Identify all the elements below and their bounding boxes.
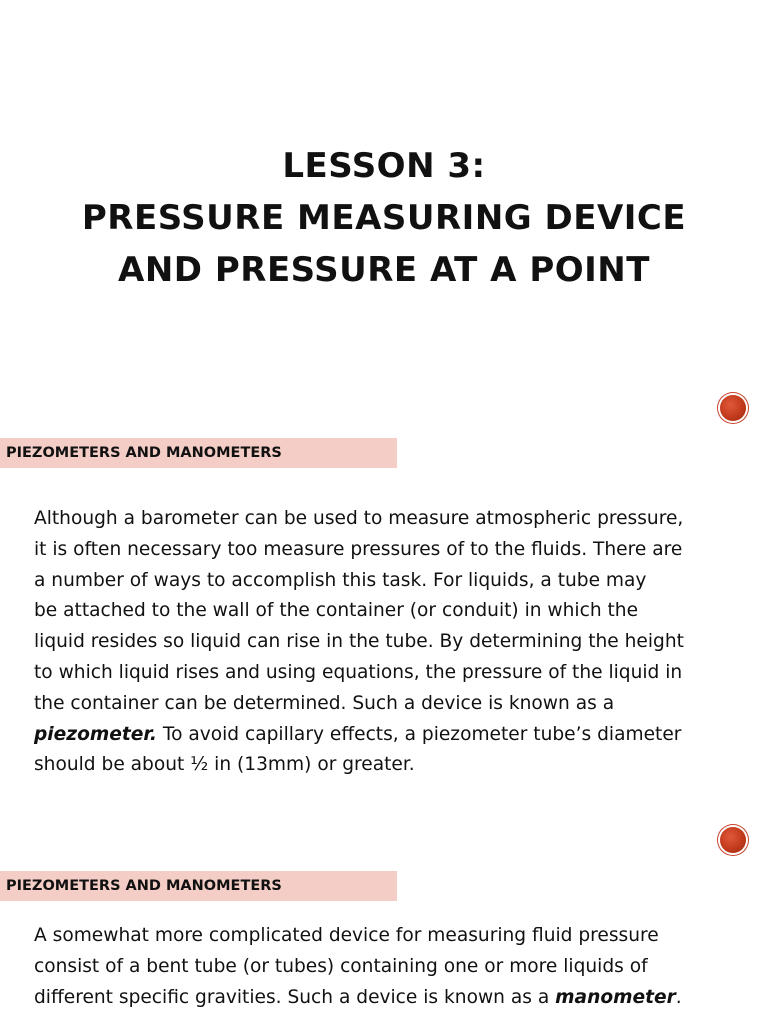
- red-circle-icon: [720, 827, 746, 853]
- section-label: PIEZOMETERS AND MANOMETERS: [0, 438, 397, 468]
- body-line: [34, 983, 739, 1014]
- body-line: consist of a bent tube (or tubes) containing one or more liquids of: [34, 955, 648, 977]
- red-circle-icon: [720, 395, 746, 421]
- body-line-start: different specific gravities. Such a device is known as a: [34, 986, 556, 1008]
- title-line-3: AND PRESSURE AT A POINT: [118, 250, 650, 290]
- body-line: [34, 720, 739, 751]
- title-line-1: LESSON 3:: [282, 146, 486, 186]
- emphasis-term-manometer: manometer: [555, 986, 676, 1008]
- piezometer-slide: [0, 380, 768, 810]
- section-label: PIEZOMETERS AND MANOMETERS: [0, 871, 397, 901]
- body-line-rest: To avoid capillary effects, a piezometer tube’s diameter: [156, 723, 682, 745]
- emphasis-term-piezometer: piezometer.: [34, 723, 157, 745]
- slide-body-text: [34, 504, 739, 781]
- title-slide: [0, 0, 768, 370]
- body-line: a number of ways to accomplish this task. For liquids, a tube may: [34, 569, 647, 591]
- body-line: Although a barometer can be used to measure atmospheric pressure,: [34, 508, 684, 529]
- manometer-slide: [0, 815, 768, 1024]
- body-line: it is often necessary too measure pressures of to the fluids. There are: [34, 538, 683, 560]
- title-line-2: PRESSURE MEASURING DEVICE: [81, 198, 687, 238]
- lesson-title: [0, 140, 768, 296]
- body-line: A somewhat more complicated device for measuring fluid pressure: [34, 925, 659, 946]
- slide-body-text: [34, 921, 739, 1013]
- body-line-end: .: [675, 986, 682, 1008]
- body-line: should be about ½ in (13mm) or greater.: [34, 754, 415, 776]
- body-line: be attached to the wall of the container (or conduit) in which the: [34, 600, 639, 622]
- body-line: to which liquid rises and using equations, the pressure of the liquid in: [34, 661, 683, 683]
- body-line: liquid resides so liquid can rise in the tube. By determining the height: [34, 631, 684, 653]
- body-line: the container can be determined. Such a device is known as a: [34, 692, 615, 714]
